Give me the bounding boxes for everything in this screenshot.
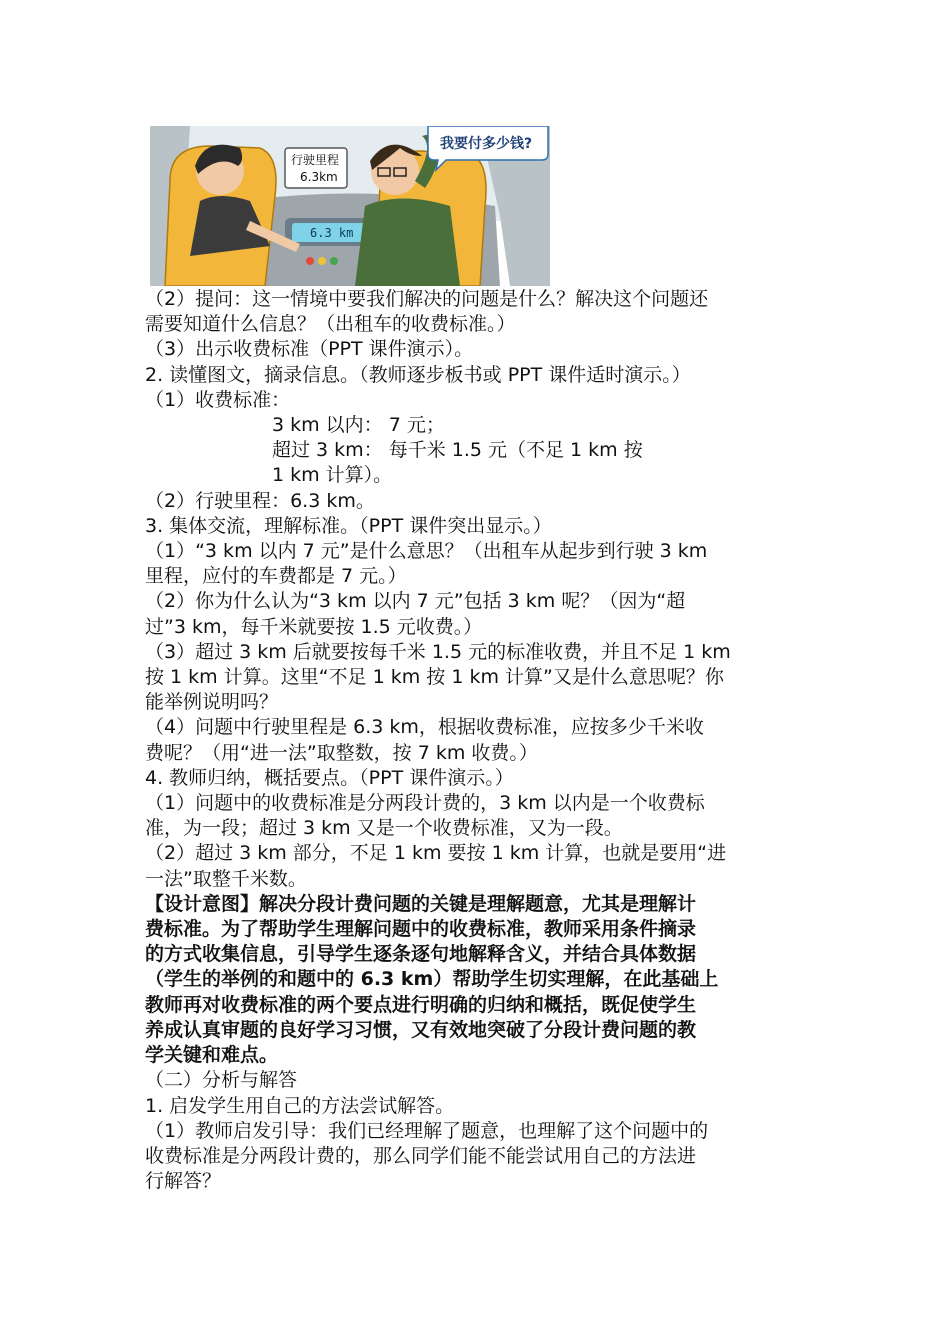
text-line: 需要知道什么信息？（出租车的收费标准。） bbox=[145, 313, 516, 336]
document-body bbox=[145, 287, 825, 1194]
design-intent-line: 学关键和难点。 bbox=[145, 1044, 279, 1067]
odometer-value: 6.3km bbox=[300, 170, 338, 184]
text-line: （1）问题中的收费标准是分两段计费的，3 km 以内是一个收费标 bbox=[145, 792, 705, 815]
text-line: 过”3 km，每千米就要按 1.5 元收费。） bbox=[145, 615, 483, 638]
text-line: （2）你为什么认为“3 km 以内 7 元”包括 3 km 呢？（因为“超 bbox=[145, 590, 686, 613]
text-line: 能举例说明吗？ bbox=[145, 691, 279, 714]
text-line: 行解答？ bbox=[145, 1170, 222, 1193]
design-intent-line: 费标准。为了帮助学生理解问题中的收费标准，教师采用条件摘录 bbox=[145, 918, 697, 941]
speech-bubble-text: 我要付多少钱? bbox=[440, 136, 533, 152]
design-intent-line: （学生的举例的和题中的 6.3 km）帮助学生切实理解，在此基础上 bbox=[145, 968, 719, 991]
text-line: 收费标准是分两段计费的，那么同学们能不能尝试用自己的方法进 bbox=[145, 1144, 697, 1167]
text-line: 准，为一段；超过 3 km 又是一个收费标准，又为一段。 bbox=[145, 817, 623, 840]
text-line: （2）超过 3 km 部分，不足 1 km 要按 1 km 计算，也就是要用“进 bbox=[145, 842, 727, 865]
text-line: （2）提问：这一情境中要我们解决的问题是什么？解决这个问题还 bbox=[145, 288, 709, 310]
taxi-scene-image bbox=[150, 126, 550, 286]
text-line: 1. 启发学生用自己的方法尝试解答。 bbox=[145, 1094, 455, 1117]
odometer-label: 行驶里程 bbox=[291, 153, 340, 167]
design-intent-line: 教师再对收费标准的两个要点进行明确的归纳和概括，既促使学生 bbox=[145, 993, 697, 1016]
text-line: 费呢？（用“进一法”取整数，按 7 km 收费。） bbox=[145, 741, 538, 764]
text-line: 2. 读懂图文，摘录信息。（教师逐步板书或 PPT 课件适时演示。） bbox=[145, 363, 691, 386]
design-intent-line: 养成认真审题的良好学习习惯，又有效地突破了分段计费问题的教 bbox=[145, 1018, 697, 1041]
text-line: 里程，应付的车费都是 7 元。） bbox=[145, 565, 407, 588]
text-line: （3）超过 3 km 后就要按每千米 1.5 元的标准收费，并且不足 1 km bbox=[145, 640, 731, 663]
text-line: （1）“3 km 以内 7 元”是什么意思？（出租车从起步到行驶 3 km bbox=[145, 540, 708, 563]
text-line: （4）问题中行驶里程是 6.3 km，根据收费标准，应按多少千米收 bbox=[145, 716, 704, 739]
text-line: 4. 教师归纳，概括要点。（PPT 课件演示。） bbox=[145, 766, 514, 789]
text-line: 一法”取整千米数。 bbox=[145, 867, 307, 890]
dashboard-display: 6.3 km bbox=[310, 226, 354, 240]
text-line: （2）行驶里程：6.3 km。 bbox=[145, 489, 375, 512]
text-line: 3. 集体交流，理解标准。（PPT 课件突出显示。） bbox=[145, 514, 552, 537]
text-line: 3 km 以内： 7 元； bbox=[272, 414, 445, 437]
text-line: （3）出示收费标准（PPT 课件演示）。 bbox=[145, 338, 474, 361]
text-line: （1）教师启发引导：我们已经理解了题意，也理解了这个问题中的 bbox=[145, 1119, 709, 1142]
text-line: 超过 3 km： 每千米 1.5 元（不足 1 km 按 bbox=[272, 439, 643, 462]
text-line: （1）收费标准： bbox=[145, 388, 291, 411]
text-line: （二）分析与解答 bbox=[145, 1069, 298, 1092]
design-intent-line: 的方式收集信息，引导学生逐条逐句地解释含义，并结合具体数据 bbox=[145, 943, 697, 966]
text-line: 按 1 km 计算。这里“不足 1 km 按 1 km 计算”又是什么意思呢？你 bbox=[145, 666, 724, 689]
text-line: 1 km 计算）。 bbox=[272, 464, 393, 487]
taxi-illustration bbox=[150, 126, 550, 286]
design-intent-line: 【设计意图】解决分段计费问题的关键是理解题意，尤其是理解计 bbox=[145, 892, 697, 915]
